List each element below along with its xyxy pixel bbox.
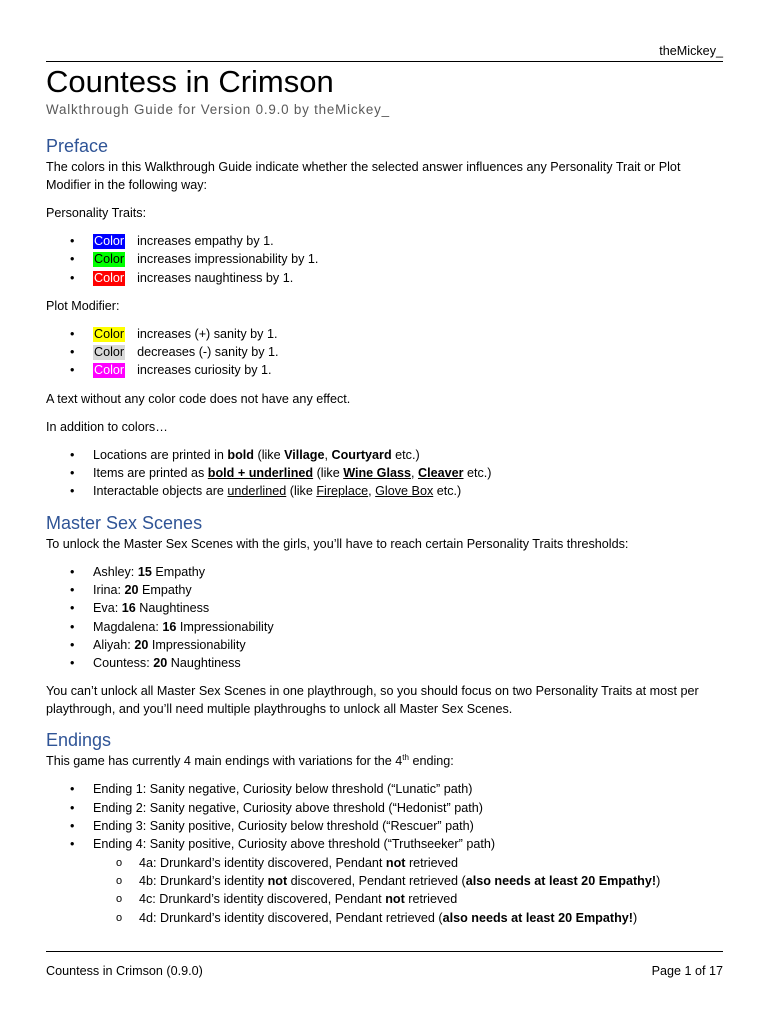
list-item: • Locations are printed in bold (like Village, Courtyard etc.) [70, 447, 420, 462]
modifier-label: Plot Modifier: [46, 298, 120, 313]
endings-intro: This game has currently 4 main endings with variations for the 4th ending: [46, 753, 454, 769]
list-item-text: increases impressionability by 1. [137, 252, 319, 267]
list-item: • Ashley: 15 Empathy [70, 564, 206, 579]
list-item-text: increases curiosity by 1. [137, 363, 272, 378]
traits-list [46, 232, 723, 287]
list-item: • Aliyah: 20 Impressionability [70, 637, 246, 652]
endings-list [46, 780, 723, 853]
list-item: • Magdalena: 16 Impressionability [70, 619, 274, 634]
page-number: Page 1 of 17 [651, 964, 723, 978]
list-item: • Interactable objects are underlined (like Fireplace, Glove Box etc.) [70, 484, 462, 499]
header-author: theMickey_ [659, 44, 723, 58]
impressionability-color-chip: Color [94, 252, 125, 267]
list-item: • Color increases curiosity by 1. [70, 363, 272, 378]
list-item: • Color increases (+) sanity by 1. [70, 326, 278, 341]
list-item: o 4b: Drunkard’s identity not discovered, Pendant retrieved (also needs at least 20 Empathy!) [116, 873, 661, 888]
no-effect-note: A text without any color code does not have any effect. [46, 391, 351, 406]
list-item: • Irina: 20 Empathy [70, 582, 192, 597]
list-item: • Eva: 16 Naughtiness [70, 601, 210, 616]
footer-title: Countess in Crimson (0.9.0) [46, 964, 203, 978]
list-item-text: increases (+) sanity by 1. [137, 326, 278, 341]
list-item: o 4c: Drunkard’s identity discovered, Pendant not retrieved [116, 892, 458, 907]
list-item: o 4d: Drunkard’s identity discovered, Pendant retrieved (also needs at least 20 Empathy!) [116, 910, 638, 925]
modifiers-list [46, 325, 723, 380]
document-title: Countess in Crimson [46, 64, 334, 99]
list-item-text: decreases (-) sanity by 1. [137, 345, 279, 360]
header-rule [46, 61, 723, 62]
empathy-color-chip: Color [94, 234, 125, 248]
list-item-text: increases naughtiness by 1. [137, 270, 294, 285]
list-item: • Items are printed as bold + underlined (like Wine Glass, Cleaver etc.) [70, 466, 492, 481]
preface-intro: The colors in this Walkthrough Guide indicate whether the selected answer influences any Personality Trait or Plot Modifier in the following way: [46, 160, 681, 192]
preface-heading: Preface [46, 136, 109, 156]
document-body [46, 134, 723, 927]
list-item: • Ending 4: Sanity positive, Curiosity above threshold (“Truthseeker” path) [70, 837, 496, 852]
formatting-list [46, 446, 723, 501]
list-item: • Ending 2: Sanity negative, Curiosity above threshold (“Hedonist” path) [70, 800, 483, 815]
traits-label: Personality Traits: [46, 206, 147, 220]
list-item: • Ending 1: Sanity negative, Curiosity below threshold (“Lunatic” path) [70, 782, 473, 797]
list-item: • Color increases empathy by 1. [70, 234, 274, 248]
sanity-plus-color-chip: Color [94, 326, 125, 341]
curiosity-color-chip: Color [94, 363, 125, 378]
list-item: • Ending 3: Sanity positive, Curiosity below threshold (“Rescuer” path) [70, 819, 474, 834]
document-subtitle: Walkthrough Guide for Version 0.9.0 by theMickey_ [46, 102, 390, 117]
master-note: You can’t unlock all Master Sex Scenes in one playthrough, so you should focus on two Personality Traits at most per playthrough, and you’ll need multiple playthroughs to unlock all Master Sex Scenes. [46, 684, 699, 717]
list-item: • Color decreases (-) sanity by 1. [70, 345, 279, 360]
naughtiness-color-chip: Color [94, 270, 125, 285]
master-intro: To unlock the Master Sex Scenes with the girls, you’ll have to reach certain Personality Traits thresholds: [46, 536, 629, 551]
list-item: o 4a: Drunkard’s identity discovered, Pendant not retrieved [116, 855, 458, 870]
footer-rule [46, 951, 723, 952]
list-item-text: increases empathy by 1. [137, 234, 274, 248]
addition-note: In addition to colors… [46, 419, 168, 434]
master-list [46, 563, 723, 673]
sanity-minus-color-chip: Color [94, 345, 125, 360]
list-item: • Color increases impressionability by 1. [70, 252, 319, 267]
master-heading: Master Sex Scenes [46, 512, 203, 533]
list-item: • Countess: 20 Naughtiness [70, 656, 241, 671]
endings-heading: Endings [46, 730, 112, 751]
ending-4-variations [46, 854, 723, 927]
list-item: • Color increases naughtiness by 1. [70, 270, 294, 285]
